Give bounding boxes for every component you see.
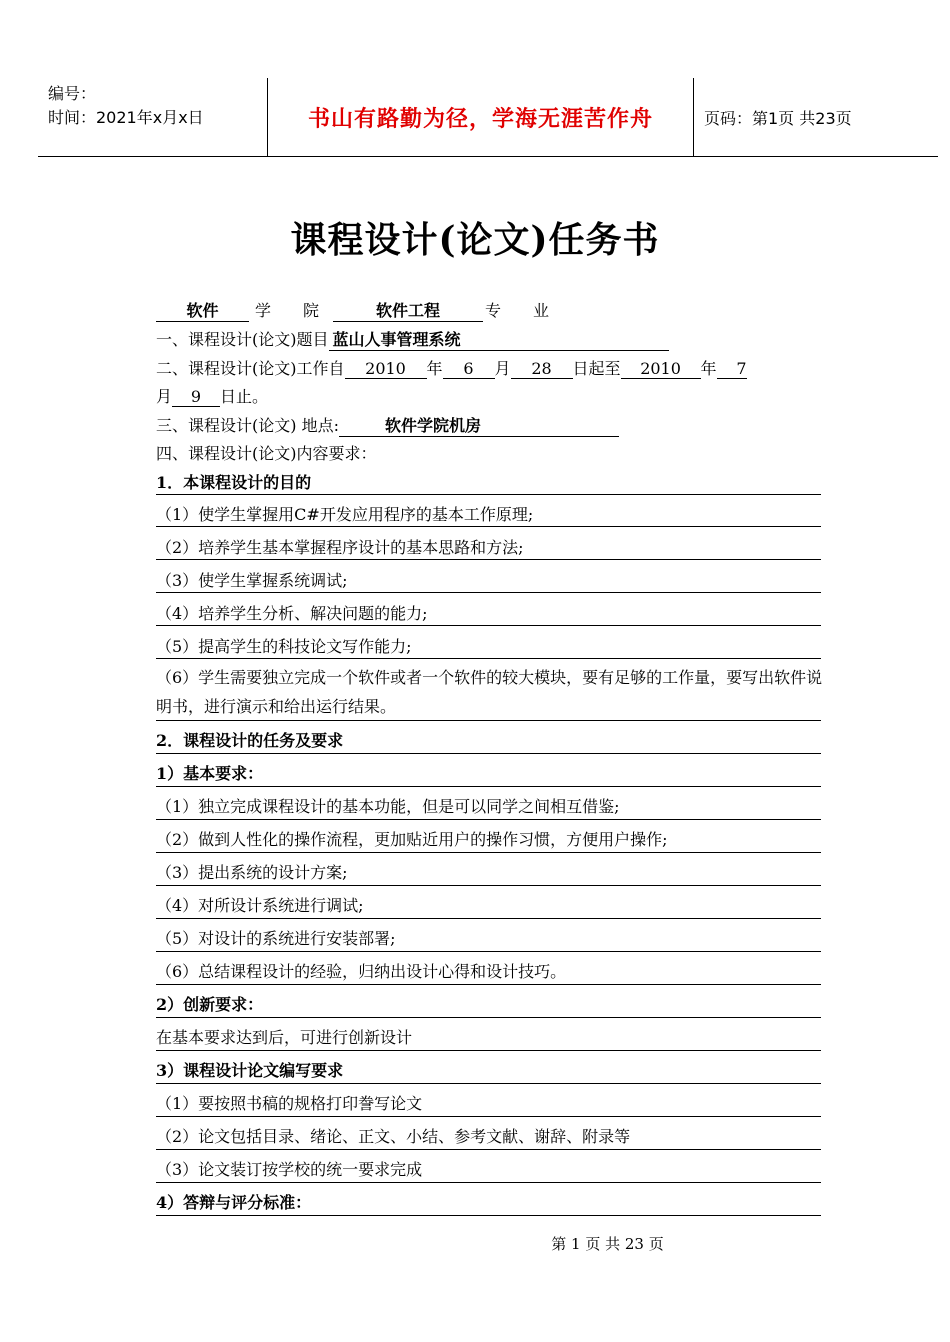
list-item: （4）培养学生分析、解决问题的能力; xyxy=(156,601,821,626)
topic-value: 蓝山人事管理系统 xyxy=(329,327,669,351)
year-char: 年 xyxy=(426,359,443,378)
innovation-title: 2）创新要求： xyxy=(156,992,821,1018)
place-line xyxy=(156,413,619,437)
end-year: 2010 xyxy=(621,359,701,379)
end-day: 9 xyxy=(172,387,220,407)
place-label: 三、课程设计(论文) 地点: xyxy=(156,416,339,435)
section-1-title: 1．本课程设计的目的 xyxy=(156,470,821,495)
month-char: 月 xyxy=(156,387,173,406)
list-item: （3）提出系统的设计方案; xyxy=(156,860,821,886)
content-label: 四、课程设计(论文)内容要求： xyxy=(156,444,377,463)
list-item: （2）论文包括目录、绪论、正文、小结、参考文献、谢辞、附录等 xyxy=(156,1124,821,1150)
header-left xyxy=(48,82,204,130)
row-divider xyxy=(156,720,821,721)
header-divider xyxy=(693,78,694,156)
list-item: （5）提高学生的科技论文写作能力; xyxy=(156,634,821,659)
period-label: 二、课程设计(论文)工作自 xyxy=(156,359,345,378)
list-item: （1）使学生掌握用C#开发应用程序的基本工作原理; xyxy=(156,502,821,527)
period-line-2 xyxy=(156,384,268,407)
major-value: 软件工程 xyxy=(333,298,483,322)
section-2-title: 2．课程设计的任务及要求 xyxy=(156,728,821,754)
topic-line xyxy=(156,327,669,351)
page-title: 课程设计(论文)任务书 xyxy=(290,219,660,261)
end-month: 7 xyxy=(717,359,747,379)
end-suffix: 日止。 xyxy=(220,387,269,406)
innovation-text: 在基本要求达到后，可进行创新设计 xyxy=(156,1025,821,1051)
start-day: 28 xyxy=(511,359,573,379)
header-motto: 书山有路勤为径，学海无涯苦作舟 xyxy=(307,106,653,132)
major-suffix: 专 业 xyxy=(485,301,550,320)
period-line xyxy=(156,356,747,379)
school-suffix: 学 院 xyxy=(255,301,320,320)
list-item: （2）做到人性化的操作流程，更加贴近用户的操作习惯，方便用户操作; xyxy=(156,827,821,853)
list-item: （5）对设计的系统进行安装部署; xyxy=(156,926,821,952)
list-item: （6）总结课程设计的经验，归纳出设计心得和设计技巧。 xyxy=(156,959,821,985)
list-item: （3）论文装订按学校的统一要求完成 xyxy=(156,1157,821,1183)
start-month: 6 xyxy=(443,359,495,379)
basic-requirements-title: 1）基本要求： xyxy=(156,761,821,787)
school-value: 软件 xyxy=(156,298,249,322)
date-label: 时间：2021年x月x日 xyxy=(48,108,204,127)
school-major-line xyxy=(156,298,549,322)
serial-label: 编号： xyxy=(48,84,97,103)
place-value: 软件学院机房 xyxy=(339,413,619,437)
start-year: 2010 xyxy=(345,359,427,379)
page-header xyxy=(38,72,938,157)
list-item: （1）独立完成课程设计的基本功能，但是可以同学之间相互借鉴; xyxy=(156,794,821,820)
month-char: 月 xyxy=(494,359,511,378)
topic-label: 一、课程设计(论文)题目 xyxy=(156,330,329,349)
paper-requirements-title: 3）课程设计论文编写要求 xyxy=(156,1058,821,1084)
list-item: （3）使学生掌握系统调试; xyxy=(156,568,821,593)
page-footer: 第 1 页 共 23 页 xyxy=(551,1235,664,1253)
list-item: （1）要按照书稿的规格打印誊写论文 xyxy=(156,1091,821,1117)
defense-title: 4）答辩与评分标准： xyxy=(156,1190,821,1216)
to-text: 日起至 xyxy=(572,359,621,378)
year-char: 年 xyxy=(700,359,717,378)
list-item: （6）学生需要独立完成一个软件或者一个软件的较大模块，要有足够的工作量，要写出软件说明书，进行演示和给出运行结果。 xyxy=(156,668,823,716)
list-item: （2）培养学生基本掌握程序设计的基本思路和方法; xyxy=(156,535,821,560)
header-page-info: 页码：第1页 共23页 xyxy=(704,109,852,128)
list-item: （4）对所设计系统进行调试; xyxy=(156,893,821,919)
